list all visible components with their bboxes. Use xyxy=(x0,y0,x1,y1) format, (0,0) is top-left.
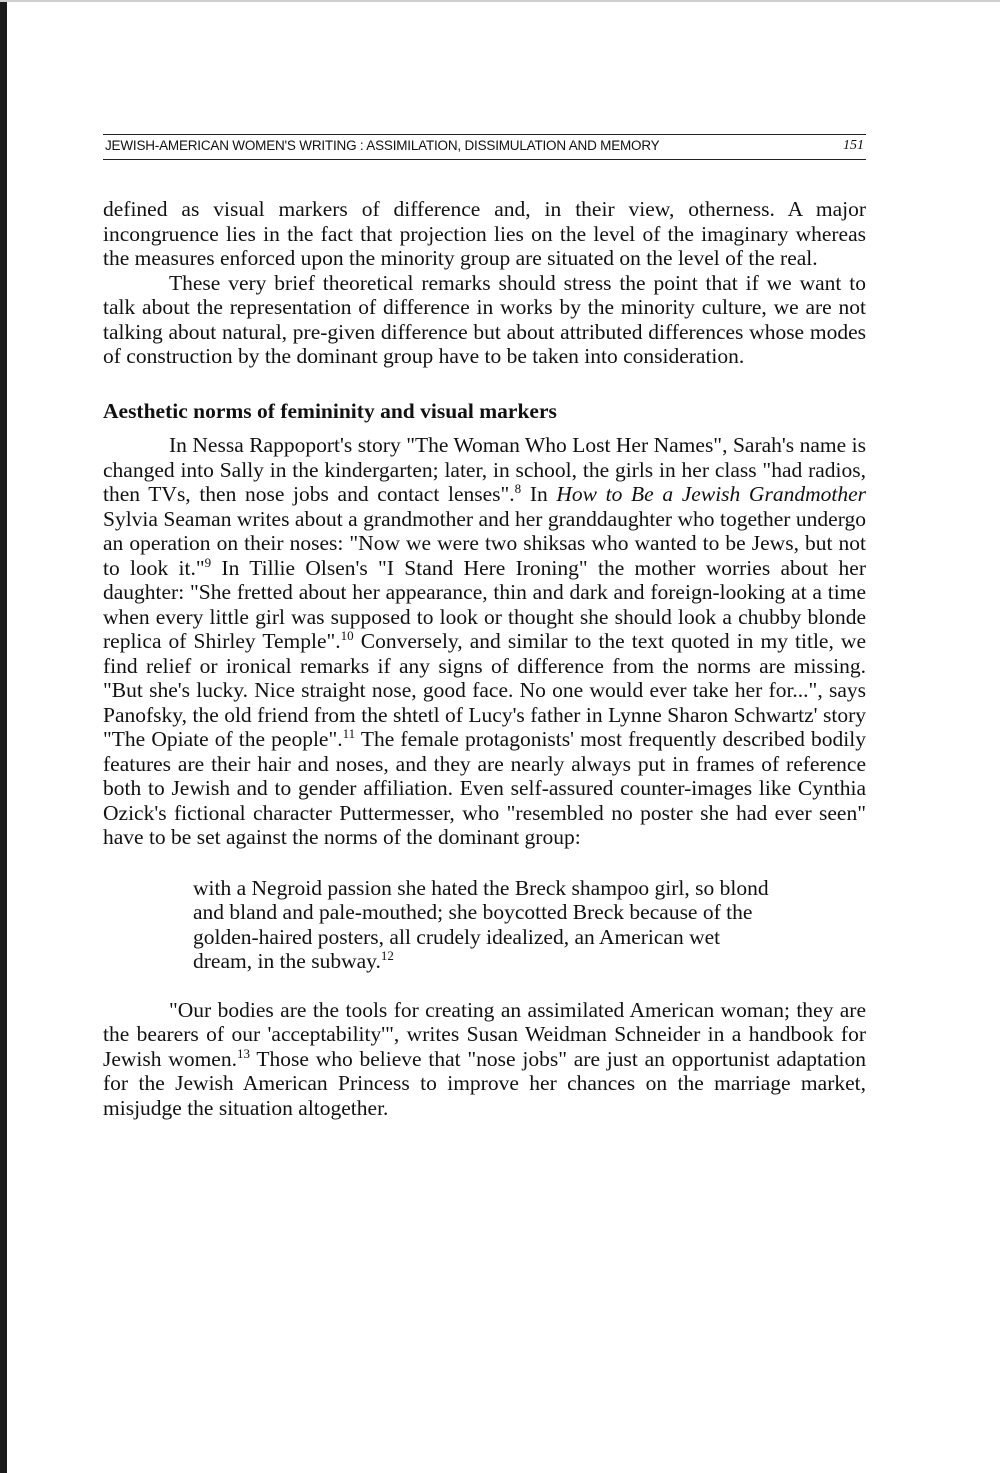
paragraph-4-text-a: "Our bodies are the tools for creating an assimilated American woman; they are the bearers of our 'acceptability'", writes Susan Weidman Schneider in a handbook for Jewish women. xyxy=(103,997,866,1071)
footnote-ref-12: 12 xyxy=(380,947,394,963)
book-title: How to Be a Jewish Grandmother xyxy=(556,482,866,506)
paragraph-3-text-c: Sylvia Seaman writes about a grandmother and her granddaughter who together undergo an operation on their noses: "Now we were two shiksas who wanted to be Jews, but not to look it." xyxy=(103,506,866,580)
running-head: JEWISH-AMERICAN WOMEN'S WRITING : ASSIMILATION, DISSIMULATION AND MEMORY xyxy=(105,138,660,153)
page-number: 151 xyxy=(843,138,864,153)
block-quote xyxy=(193,876,774,974)
footnote-ref-8: 8 xyxy=(514,480,522,496)
paragraph-3-text-d: In Tillie Olsen's "I Stand Here Ironing" the mother worries about her daughter: "She fretted about her appearance, thin and dark and foreign-looking at a time when every little girl was supposed to look or thought she should look a chubby blonde replica of Shirley Temple". xyxy=(103,555,866,653)
body-text xyxy=(103,197,866,1120)
footnote-ref-10: 10 xyxy=(340,627,354,643)
scan-top-edge xyxy=(0,0,1000,2)
block-quote-text: with a Negroid passion she hated the Breck shampoo girl, so blond and bland and pale-mouthed; she boycotted Breck because of the golden-haired posters, all crudely idealized, an American wet dream, in the subway. xyxy=(193,875,769,973)
paragraph-3-text-e: Conversely, and similar to the text quoted in my title, we find relief or ironical remarks if any signs of difference from the norms are missing. "But she's lucky. Nice straight nose, good face. No one would ever take her for...", says Panofsky, the old friend from the shtetl of Lucy's father in Lynne Sharon Schwartz' story "The Opiate of the people". xyxy=(103,629,867,751)
paragraph-3-text-a: In Nessa Rappoport's story "The Woman Who Lost Her Names", Sarah's name is changed into Sally in the kindergarten; later, in school, the girls in her class "had radios, then TVs, then nose jobs and contact lenses". xyxy=(103,433,866,506)
paragraph-1: defined as visual markers of difference and, in their view, otherness. A major incongruence lies in the fact that projection lies on the level of the imaginary whereas the measures enforced upon the minority group are situated on the level of the real. xyxy=(103,197,866,270)
paragraph-3-text-b: In xyxy=(521,482,557,506)
footnote-ref-11: 11 xyxy=(342,725,356,741)
paragraph-4-text-b: Those who believe that "nose jobs" are just an opportunist adaptation for the Jewish American Princess to improve her chances on the marriage market, misjudge the situation altogether. xyxy=(103,1046,866,1120)
paragraph-4 xyxy=(103,998,866,1121)
paragraph-3 xyxy=(103,433,866,850)
footnote-ref-13: 13 xyxy=(236,1045,250,1061)
page-header xyxy=(103,134,866,160)
paragraph-3-text-f: The female protagonists' most frequently described bodily features are their hair and noses, and they are nearly always put in frames of reference both to Jewish and to gender affiliation. Even self-assured counter-images like Cynthia Ozick's fictional character Puttermesser, who "resembled no poster she had ever seen" have to be set against the norms of the dominant group: xyxy=(103,727,866,849)
section-heading: Aesthetic norms of femininity and visual markers xyxy=(103,398,557,423)
scan-edge-shadow xyxy=(0,0,7,1473)
footnote-ref-9: 9 xyxy=(204,554,212,570)
paragraph-2: These very brief theoretical remarks should stress the point that if we want to talk about the representation of difference in works by the minority culture, we are not talking about natural, pre-given difference but about attributed differences whose modes of construction by the dominant group have to be taken into consideration. xyxy=(103,270,866,368)
